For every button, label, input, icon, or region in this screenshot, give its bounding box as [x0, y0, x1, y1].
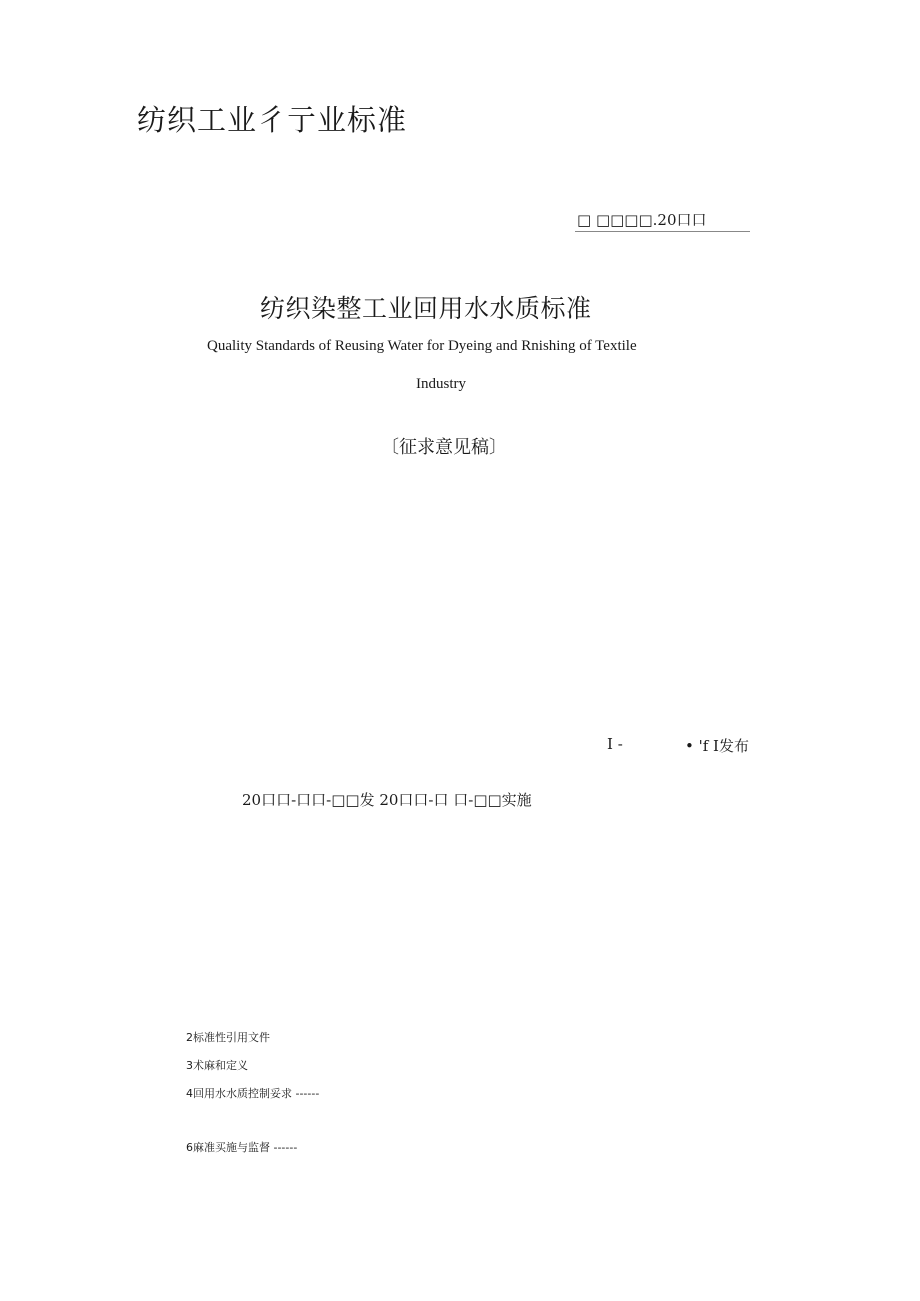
issuer-prefix: I - — [607, 735, 623, 753]
toc-item: 4回用水水质控制妥求 ------ — [186, 1087, 320, 1100]
issue-and-effective-dates: 20口口-口口-□□发 20口口-口 口-□□实施 — [242, 791, 532, 809]
document-title-english-line1: Quality Standards of Reusing Water for Dyeing and Rnishing of Textile — [207, 338, 637, 354]
standard-number: □ □□□□.20口口 — [577, 211, 707, 229]
toc-item: 6麻准买施与监督 ------ — [186, 1141, 298, 1154]
draft-note: 〔征求意见稿〕 — [381, 437, 507, 458]
industry-standard-title: 纺织工业彳亍业标准 — [137, 103, 408, 137]
issuer-label: • 'f I发布 — [685, 737, 749, 755]
standard-number-underline — [575, 231, 750, 232]
toc-item: 2标准性引用文件 — [186, 1031, 270, 1044]
document-title-english-line2: Industry — [416, 376, 466, 392]
document-title-chinese: 纺织染整工业回用水水质标准 — [260, 294, 592, 323]
toc-item: 3术麻和定义 — [186, 1059, 248, 1072]
